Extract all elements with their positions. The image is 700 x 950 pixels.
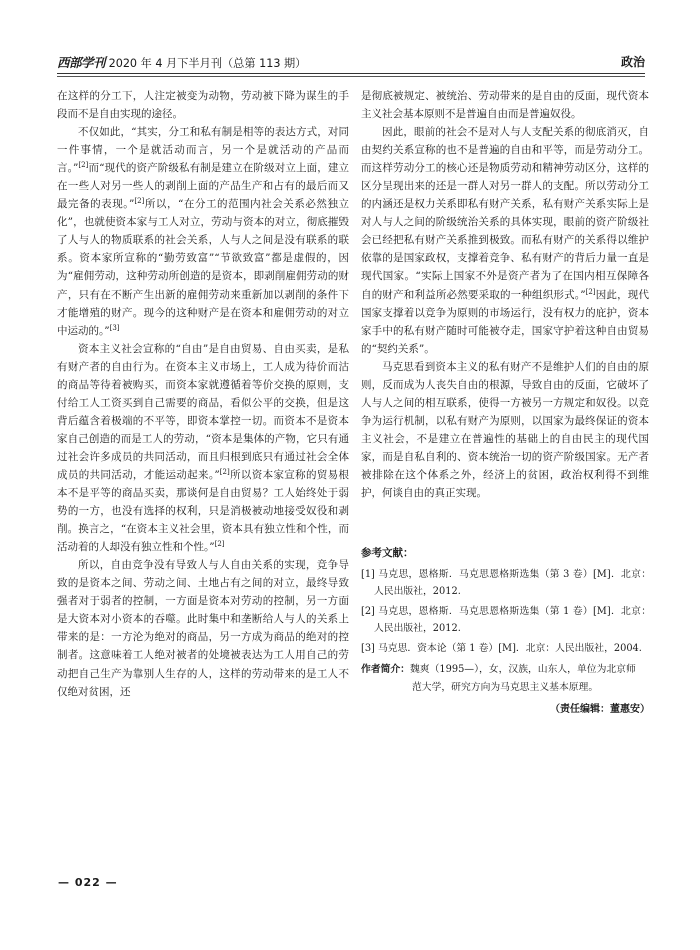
body-paragraph — [57, 340, 349, 557]
author-intro-line2: 范大学，研究方向为马克思主义基本原理。 — [412, 681, 599, 693]
body-paragraph — [361, 123, 649, 358]
header-rule-thick — [57, 73, 645, 74]
paragraph-text: 在这样的分工下，人注定被变为动物，劳动被下降为谋生的手段而不是自由实现的途径。 — [57, 90, 349, 121]
section-title: 政治 — [620, 55, 645, 69]
paragraph-text: 不仅如此，“其实，分工和私有制是相等的表达方式，对同一件事情，一个是就活动而言，另一个是就活动的产品而言。” — [57, 126, 349, 175]
responsible-editor: （责任编辑：董惠安） — [550, 704, 650, 715]
issue-info: 2020 年 4 月下半月刊（总第 113 期） — [108, 57, 307, 70]
body-paragraph — [361, 358, 649, 502]
paragraph-text: 马克思看到资本主义的私有财产不是维护人们的自由的原则，反而成为人丧失自由的根源，导致自由的反面，它破坏了人与人之间的相互联系，使得一方被另一方规定和奴役。以竞争为运行机制，以私有财产为原则，以国家为最终保证的资本主义社会，不是建立在普遍性的基础上的自由民主的现代国家，而是自私自利的、资本统治一切的资产阶级国家。无产者被排除在这个体系之外，经济上的贫困，政治权利得不到维护，何谈自由的真正实现。 — [361, 360, 649, 500]
citation-mark: [3] — [109, 323, 120, 332]
header-journal-info — [57, 53, 306, 71]
reference-item: [1] 马克思，恩格斯．马克思恩格斯选集（第 3 卷）[M]．北京：人民出版社，2012. — [361, 569, 651, 597]
citation-mark: [2] — [78, 161, 89, 170]
references-list — [361, 567, 651, 662]
header-rule-thin — [57, 76, 645, 77]
body-paragraph — [57, 556, 349, 700]
body-paragraph — [361, 87, 649, 123]
reference-item: [2] 马克思，恩格斯．马克思恩格斯选集（第 1 卷）[M]．北京：人民出版社，2012. — [361, 606, 651, 634]
citation-mark: [2] — [134, 197, 145, 206]
right-column — [361, 87, 649, 502]
page-number: — 022 — — [58, 876, 118, 889]
citation-mark: [2] — [585, 287, 596, 296]
author-intro — [361, 661, 651, 696]
references-title: 参考文献： — [361, 547, 414, 559]
body-paragraph — [57, 87, 349, 123]
paragraph-text: 所以资本家宣称的贸易根本不是平等的商品买卖，那谈何是自由贸易？工人始终处于弱势的一方，也没有选择的权利，只是消极被动地接受奴役和剥削。换言之，“在资本主义社会里，资本具有独立性和个性，而活动着的人却没有独立性和个性。” — [57, 468, 350, 554]
page-header — [57, 52, 645, 74]
paragraph-text: 因此，现代国家支撑着以竞争为原则的市场运行，没有权力的庇护，资本家手中的私有财产随时可能被夺走，国家守护着这种自由贸易的“契约关系”。 — [361, 288, 649, 355]
paragraph-text: 所以，“在分工的范围内社会关系必然独立化”，也就使资本家与工人对立，劳动与资本的对立，彻底摧毁了人与人的物质联系的社会关系，人与人之间是没有联系的联系。资本家所宣称的“勤劳致富”“节欲致富”都是虚假的，因为“雇佣劳动，这种劳动所创造的是资本，即剥削雇佣劳动的财产，只有在不断产生出新的雇佣劳动来重新加以剥削的条件下才能增殖的财产。现今的这种财产是在资本和雇佣劳动的对立中运动的。” — [57, 198, 349, 337]
paragraph-text: 所以，自由竞争没有导致人与人自由关系的实现，竞争导致的是资本之间、劳动之间、土地占有之间的对立，最终导致强者对于弱者的控制，一方面是资本对劳动的控制，另一方面是大资本对小资本的吞噬。此时集中和垄断给人与人的关系上带来的是：一方沦为绝对的商品，另一方成为商品的绝对的控制者。这意味着工人绝对被者的处境被表达为工人用自己的劳动把自己生产为靠别人生存的人，这样的劳动带来的是工人不仅绝对贫困，还 — [57, 559, 349, 698]
author-intro-line1: 魏爽（1995—），女，汉族，山东人，单位为北京师 — [409, 664, 636, 675]
citation-mark: [2] — [219, 467, 230, 476]
body-paragraph — [57, 123, 349, 340]
paragraph-text: 因此，眼前的社会不是对人与人支配关系的彻底消灭，自由契约关系宣称的也不是普遍的自由和平等，而是劳动分工。而这样劳动分工的核心还是物质劳动和精神劳动区分，这样的区分呈现出来的还是一群人对另一群人的支配。所以劳动分工的内涵还是权力关系即私有财产关系，私有财产关系实际上是对人与人之间的阶级统治关系的具体实现，眼前的资产阶级社会已经把私有财产关系推到极致。而私有财产的关系得以维护依靠的是国家政权，支撑着竞争、私有财产的背后力量一直是现代国家。“实际上国家不外是资产者为了在国内相互保障各自的财产和利益所必然要采取的一种组织形式。” — [361, 126, 649, 301]
left-column — [57, 87, 349, 701]
journal-name: 西部学刊 — [57, 55, 106, 70]
author-intro-label: 作者简介： — [361, 664, 410, 675]
paragraph-text: 资本主义社会宣称的“自由”是自由贸易、自由买卖，是私有财产者的自由行为。在资本主义市场上，工人成为待价而沽的商品等待着被购买，而资本家就遵循着等价交换的原则，支付给工人工资买到自己需要的商品，看似公平的交换，但是这背后蕴含着极端的不平等，即资本掌控一切。而资本不是资本家自己创造的而是工人的劳动，“资本是集体的产物，它只有通过社会许多成员的共同活动，而且归根到底只有通过社会全体成员的共同活动，才能运动起来。” — [57, 342, 349, 481]
paragraph-text: 而“现代的资产阶级私有制是建立在阶级对立上面，建立在一些人对另一些人的剥削上面的产品生产和占有的最后而又最完备的表现。” — [57, 162, 349, 211]
paragraph-text: 是彻底被规定、被统治、劳动带来的是自由的反面，现代资本主义社会基本原则不是普遍自由而是普遍奴役。 — [361, 90, 649, 121]
citation-mark: [2] — [214, 540, 225, 549]
reference-item: [3] 马克思．资本论（第 1 卷）[M]．北京：人民出版社，2004. — [361, 643, 642, 654]
